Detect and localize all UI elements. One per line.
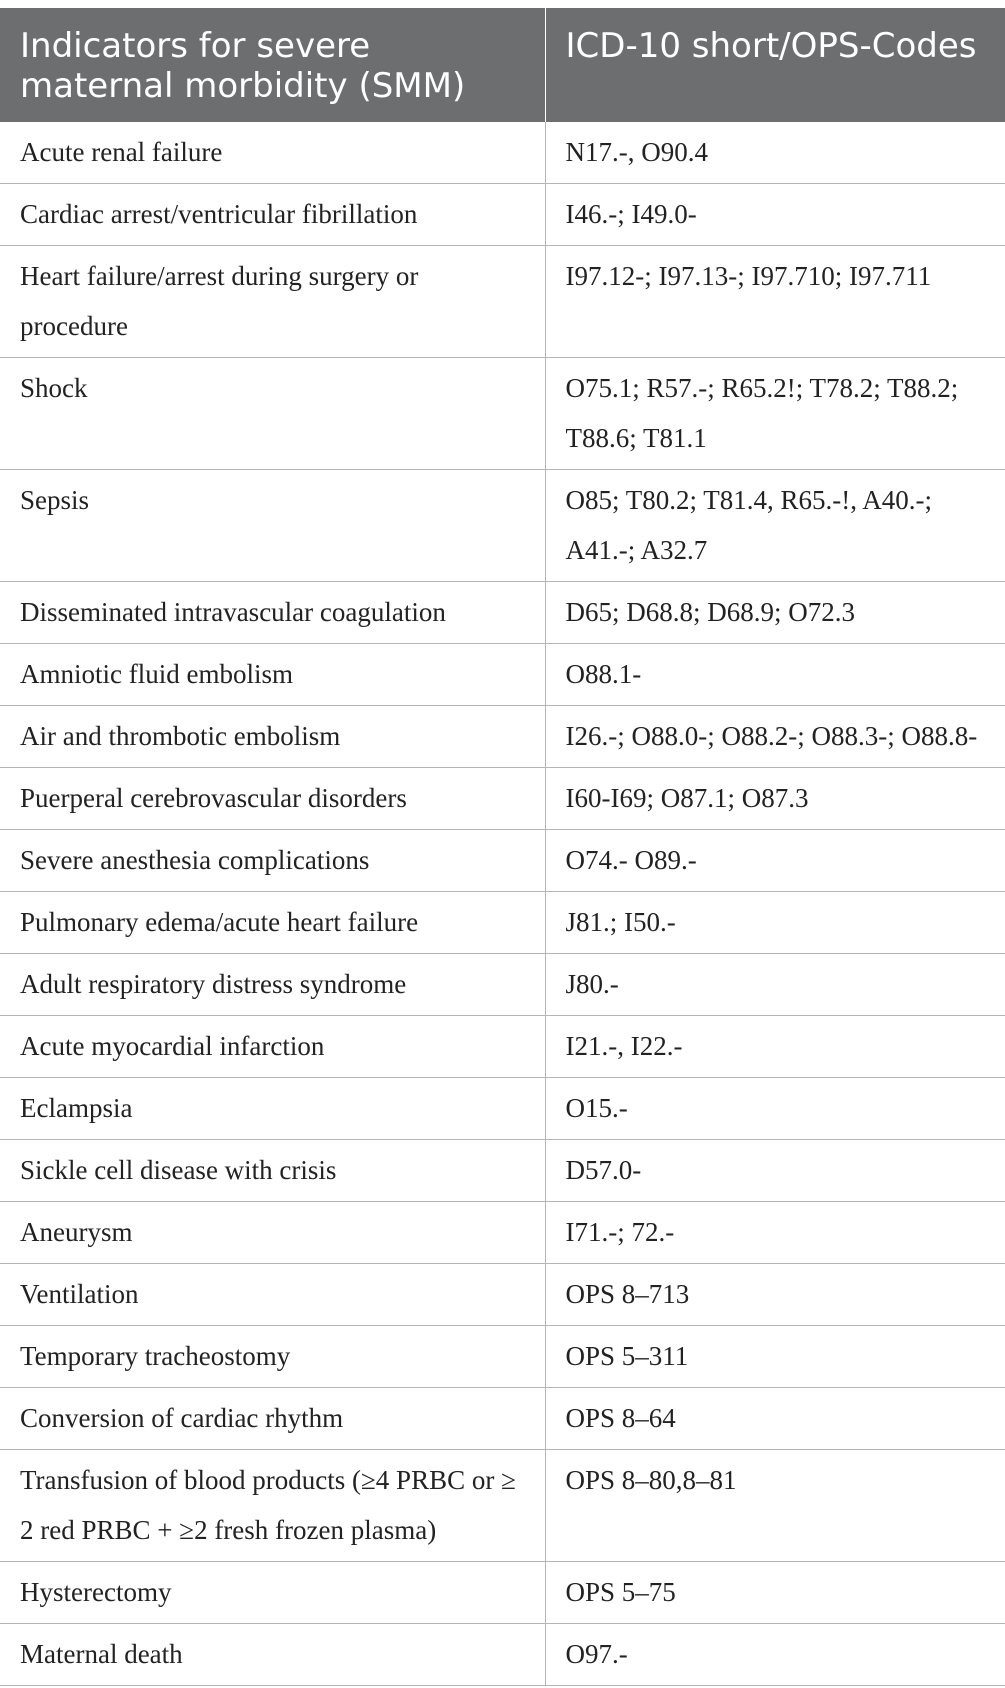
table-row (0, 1264, 1005, 1326)
table-row (0, 892, 1005, 954)
indicator-cell: Sickle cell disease with crisis (0, 1140, 545, 1202)
indicator-cell: Hysterectomy (0, 1562, 545, 1624)
header-codes: ICD-10 short/OPS-Codes (545, 8, 1005, 122)
table-row (0, 1624, 1005, 1686)
indicator-cell: Severe anesthesia complications (0, 830, 545, 892)
code-cell: O74.- O89.- (545, 830, 1005, 892)
code-cell: I71.-; 72.- (545, 1202, 1005, 1264)
table-row (0, 470, 1005, 582)
code-cell: D57.0- (545, 1140, 1005, 1202)
code-cell: O97.- (545, 1624, 1005, 1686)
indicator-cell: Acute renal failure (0, 122, 545, 184)
code-cell: OPS 8–80,8–81 (545, 1450, 1005, 1562)
header-row (0, 8, 1005, 122)
table-row (0, 954, 1005, 1016)
smm-codes-table-container (0, 8, 1005, 1686)
indicator-cell: Disseminated intravascular coagulation (0, 582, 545, 644)
code-cell: O15.- (545, 1078, 1005, 1140)
code-cell: I46.-; I49.0- (545, 184, 1005, 246)
code-cell: D65; D68.8; D68.9; O72.3 (545, 582, 1005, 644)
table-row (0, 644, 1005, 706)
indicator-cell: Pulmonary edema/acute heart failure (0, 892, 545, 954)
code-cell: OPS 5–75 (545, 1562, 1005, 1624)
code-cell: J81.; I50.- (545, 892, 1005, 954)
header-indicators: Indicators for severe maternal morbidity (SMM) (0, 8, 545, 122)
indicator-cell: Cardiac arrest/ventricular fibrillation (0, 184, 545, 246)
smm-codes-table (0, 8, 1005, 1686)
table-row (0, 1202, 1005, 1264)
table-row (0, 1016, 1005, 1078)
table-header (0, 8, 1005, 122)
code-cell: O85; T80.2; T81.4, R65.-!, A40.-; A41.-; A32.7 (545, 470, 1005, 582)
indicator-cell: Shock (0, 358, 545, 470)
indicator-cell: Air and thrombotic embolism (0, 706, 545, 768)
table-row (0, 1078, 1005, 1140)
code-cell: O88.1- (545, 644, 1005, 706)
code-cell: O75.1; R57.-; R65.2!; T78.2; T88.2; T88.6; T81.1 (545, 358, 1005, 470)
table-row (0, 122, 1005, 184)
indicator-cell: Aneurysm (0, 1202, 545, 1264)
code-cell: J80.- (545, 954, 1005, 1016)
indicator-cell: Transfusion of blood products (≥4 PRBC or ≥ 2 red PRBC + ≥2 fresh frozen plasma) (0, 1450, 545, 1562)
code-cell: OPS 8–64 (545, 1388, 1005, 1450)
indicator-cell: Puerperal cerebrovascular disorders (0, 768, 545, 830)
indicator-cell: Ventilation (0, 1264, 545, 1326)
indicator-cell: Maternal death (0, 1624, 545, 1686)
indicator-cell: Temporary tracheostomy (0, 1326, 545, 1388)
table-row (0, 184, 1005, 246)
code-cell: I60-I69; O87.1; O87.3 (545, 768, 1005, 830)
code-cell: I21.-, I22.- (545, 1016, 1005, 1078)
indicator-cell: Adult respiratory distress syndrome (0, 954, 545, 1016)
table-row (0, 706, 1005, 768)
table-row (0, 1140, 1005, 1202)
code-cell: I26.-; O88.0-; O88.2-; O88.3-; O88.8- (545, 706, 1005, 768)
table-row (0, 1450, 1005, 1562)
table-row (0, 768, 1005, 830)
table-row (0, 582, 1005, 644)
indicator-cell: Eclampsia (0, 1078, 545, 1140)
indicator-cell: Amniotic fluid embolism (0, 644, 545, 706)
indicator-cell: Heart failure/arrest during surgery or procedure (0, 246, 545, 358)
indicator-cell: Acute myocardial infarction (0, 1016, 545, 1078)
table-row (0, 1388, 1005, 1450)
table-row (0, 358, 1005, 470)
table-body (0, 122, 1005, 1686)
table-row (0, 1562, 1005, 1624)
code-cell: I97.12-; I97.13-; I97.710; I97.711 (545, 246, 1005, 358)
table-row (0, 1326, 1005, 1388)
table-row (0, 830, 1005, 892)
indicator-cell: Sepsis (0, 470, 545, 582)
table-row (0, 246, 1005, 358)
indicator-cell: Conversion of cardiac rhythm (0, 1388, 545, 1450)
code-cell: OPS 8–713 (545, 1264, 1005, 1326)
code-cell: N17.-, O90.4 (565, 137, 708, 167)
code-cell: OPS 5–311 (545, 1326, 1005, 1388)
